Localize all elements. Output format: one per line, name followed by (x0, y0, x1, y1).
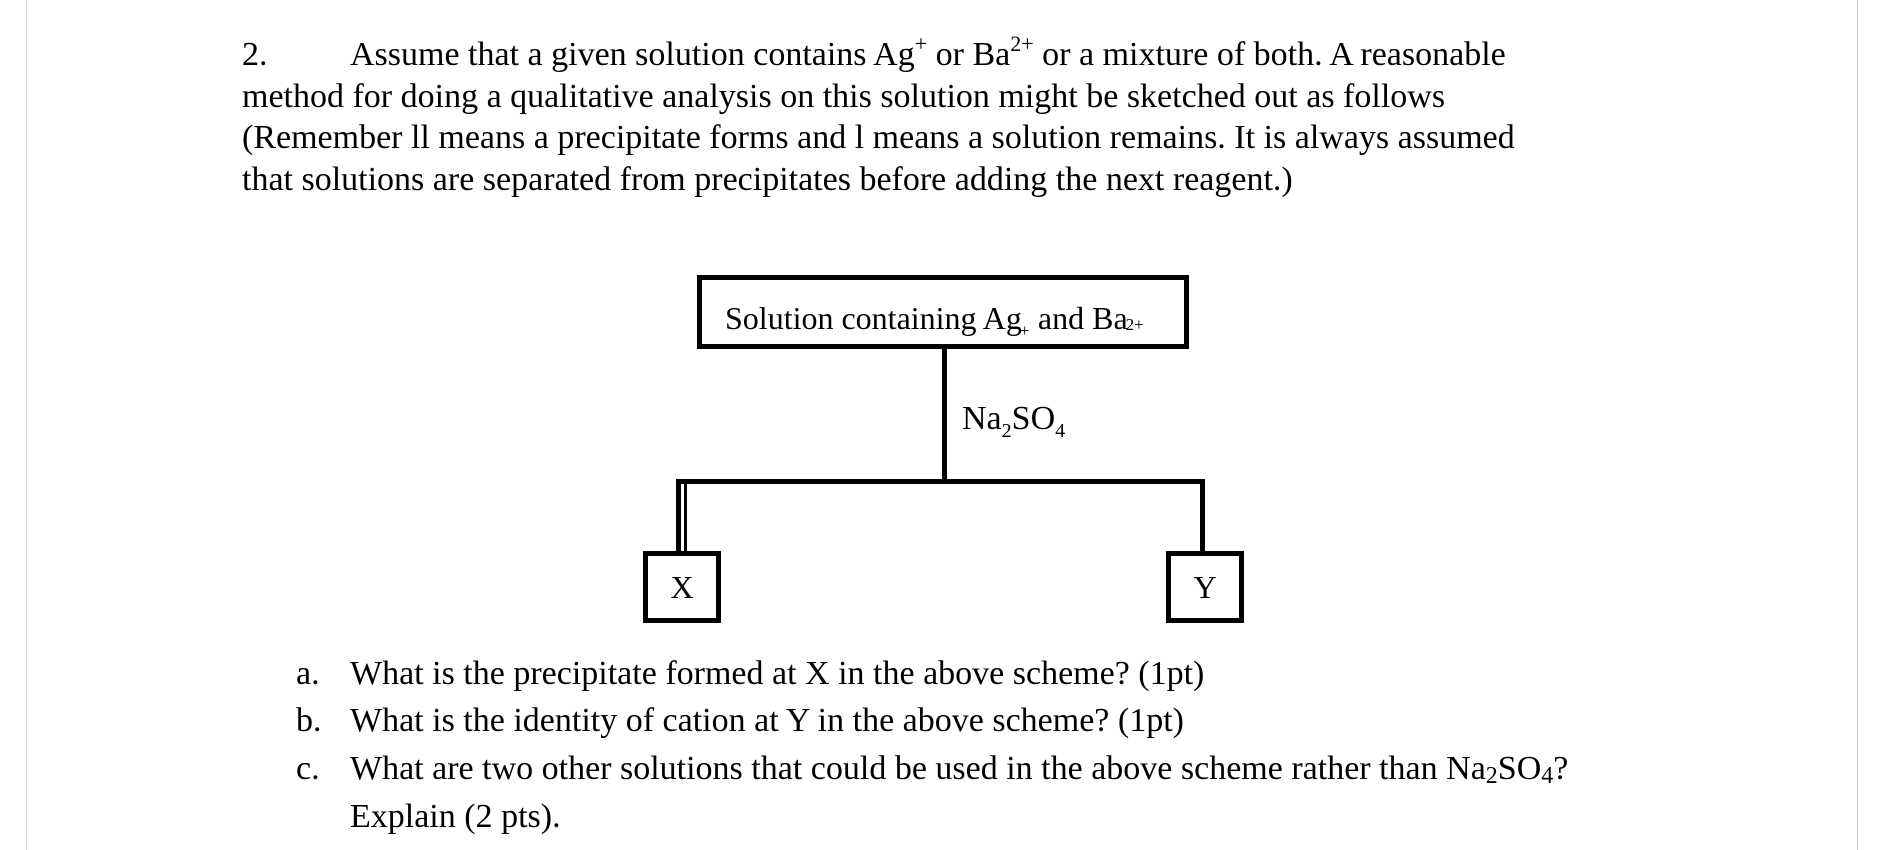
ag-charge: + (914, 31, 928, 56)
left-branch-line-inner (684, 479, 687, 553)
starting-solution-label: Solution containing Ag + and Ba 2+ (725, 300, 1144, 340)
subquestion-c: c. What are two other solutions that could be used in the above scheme rather than $Na_2SO_4$? (296, 750, 1569, 789)
top-ag-charge: + (1019, 321, 1030, 340)
subquestion-c-line-2: Explain (2 pts). (350, 798, 561, 835)
left-branch-line (676, 479, 681, 553)
question-number: 2. (242, 36, 268, 73)
question-2 (242, 31, 1642, 200)
branch-line (676, 479, 1205, 484)
subquestion-b: b. What is the identity of cation at Y in the above scheme? (1pt) (296, 702, 1184, 739)
page-edge-right (1857, 0, 1858, 850)
question-line-4: that solutions are separated from precipitates before adding the next reagent.) (242, 160, 1293, 198)
subquestion-a: a. What is the precipitate formed at X in the above scheme? (1pt) (296, 655, 1205, 692)
question-line-3: (Remember ll means a precipitate forms and l means a solution remains. It is always assumed (242, 119, 1515, 156)
page-edge-left (26, 0, 27, 850)
right-branch-line (1200, 479, 1205, 553)
solution-box-y: Y (1166, 551, 1244, 623)
top-ba-charge: 2+ (1125, 315, 1144, 334)
question-line-2: method for doing a qualitative analysis on this solution might be sketched out as follows (242, 77, 1446, 115)
reagent-label: $Na_2SO_4$ (962, 400, 1066, 442)
ba-charge: 2+ (1010, 31, 1034, 56)
precipitate-box-x: X (643, 551, 721, 623)
stem-line (942, 349, 947, 484)
question-line-1: 2. Assume that a given solution contains Ag+ or $Ba^{2+}$ or a mixture of both. A reasonable (242, 34, 1642, 76)
